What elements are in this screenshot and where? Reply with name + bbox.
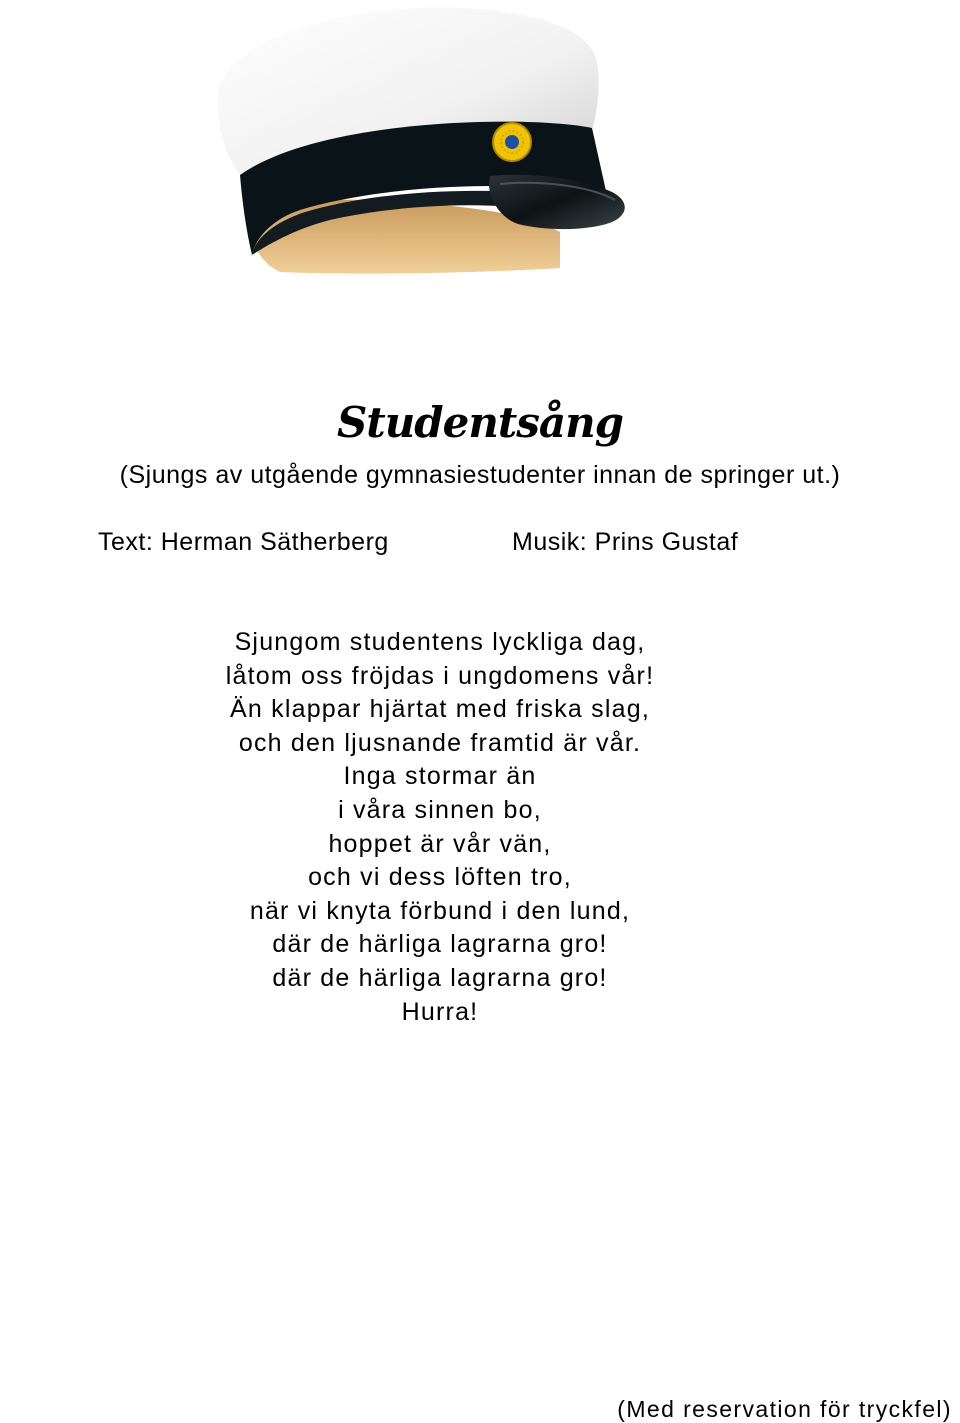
lyric-line: hoppet är vår vän, [328,829,552,858]
lyric-line: där de härliga lagrarna gro! [272,930,608,959]
lyric-line: och den ljusnande framtid är vår. [238,728,642,757]
lyrics [0,626,880,1029]
lyric-line: där de härliga lagrarna gro! [272,963,608,992]
song-subtitle: (Sjungs av utgående gymnasiestudenter innan de springer ut.) [119,461,841,489]
lyric-line: låtom oss fröjdas i ungdomens vår! [225,661,655,690]
lyric-line: Inga stormar än [343,762,537,791]
text-credit: Text: Herman Sätherberg [98,528,389,556]
lyric-line: Än klappar hjärtat med friska slag, [230,695,650,724]
footnote: (Med reservation för tryckfel) [617,1396,952,1422]
lyric-line: när vi knyta förbund i den lund, [249,896,631,925]
cockade-icon [493,123,531,161]
lyric-line: i våra sinnen bo, [338,795,542,824]
lyric-line: Hurra! [401,997,479,1026]
music-credit: Musik: Prins Gustaf [512,528,739,556]
student-cap-illustration [200,0,640,290]
song-title: Studentsång [336,398,624,447]
lyric-line: och vi dess löften tro, [308,863,572,892]
lyric-line: Sjungom studentens lyckliga dag, [234,628,646,656]
